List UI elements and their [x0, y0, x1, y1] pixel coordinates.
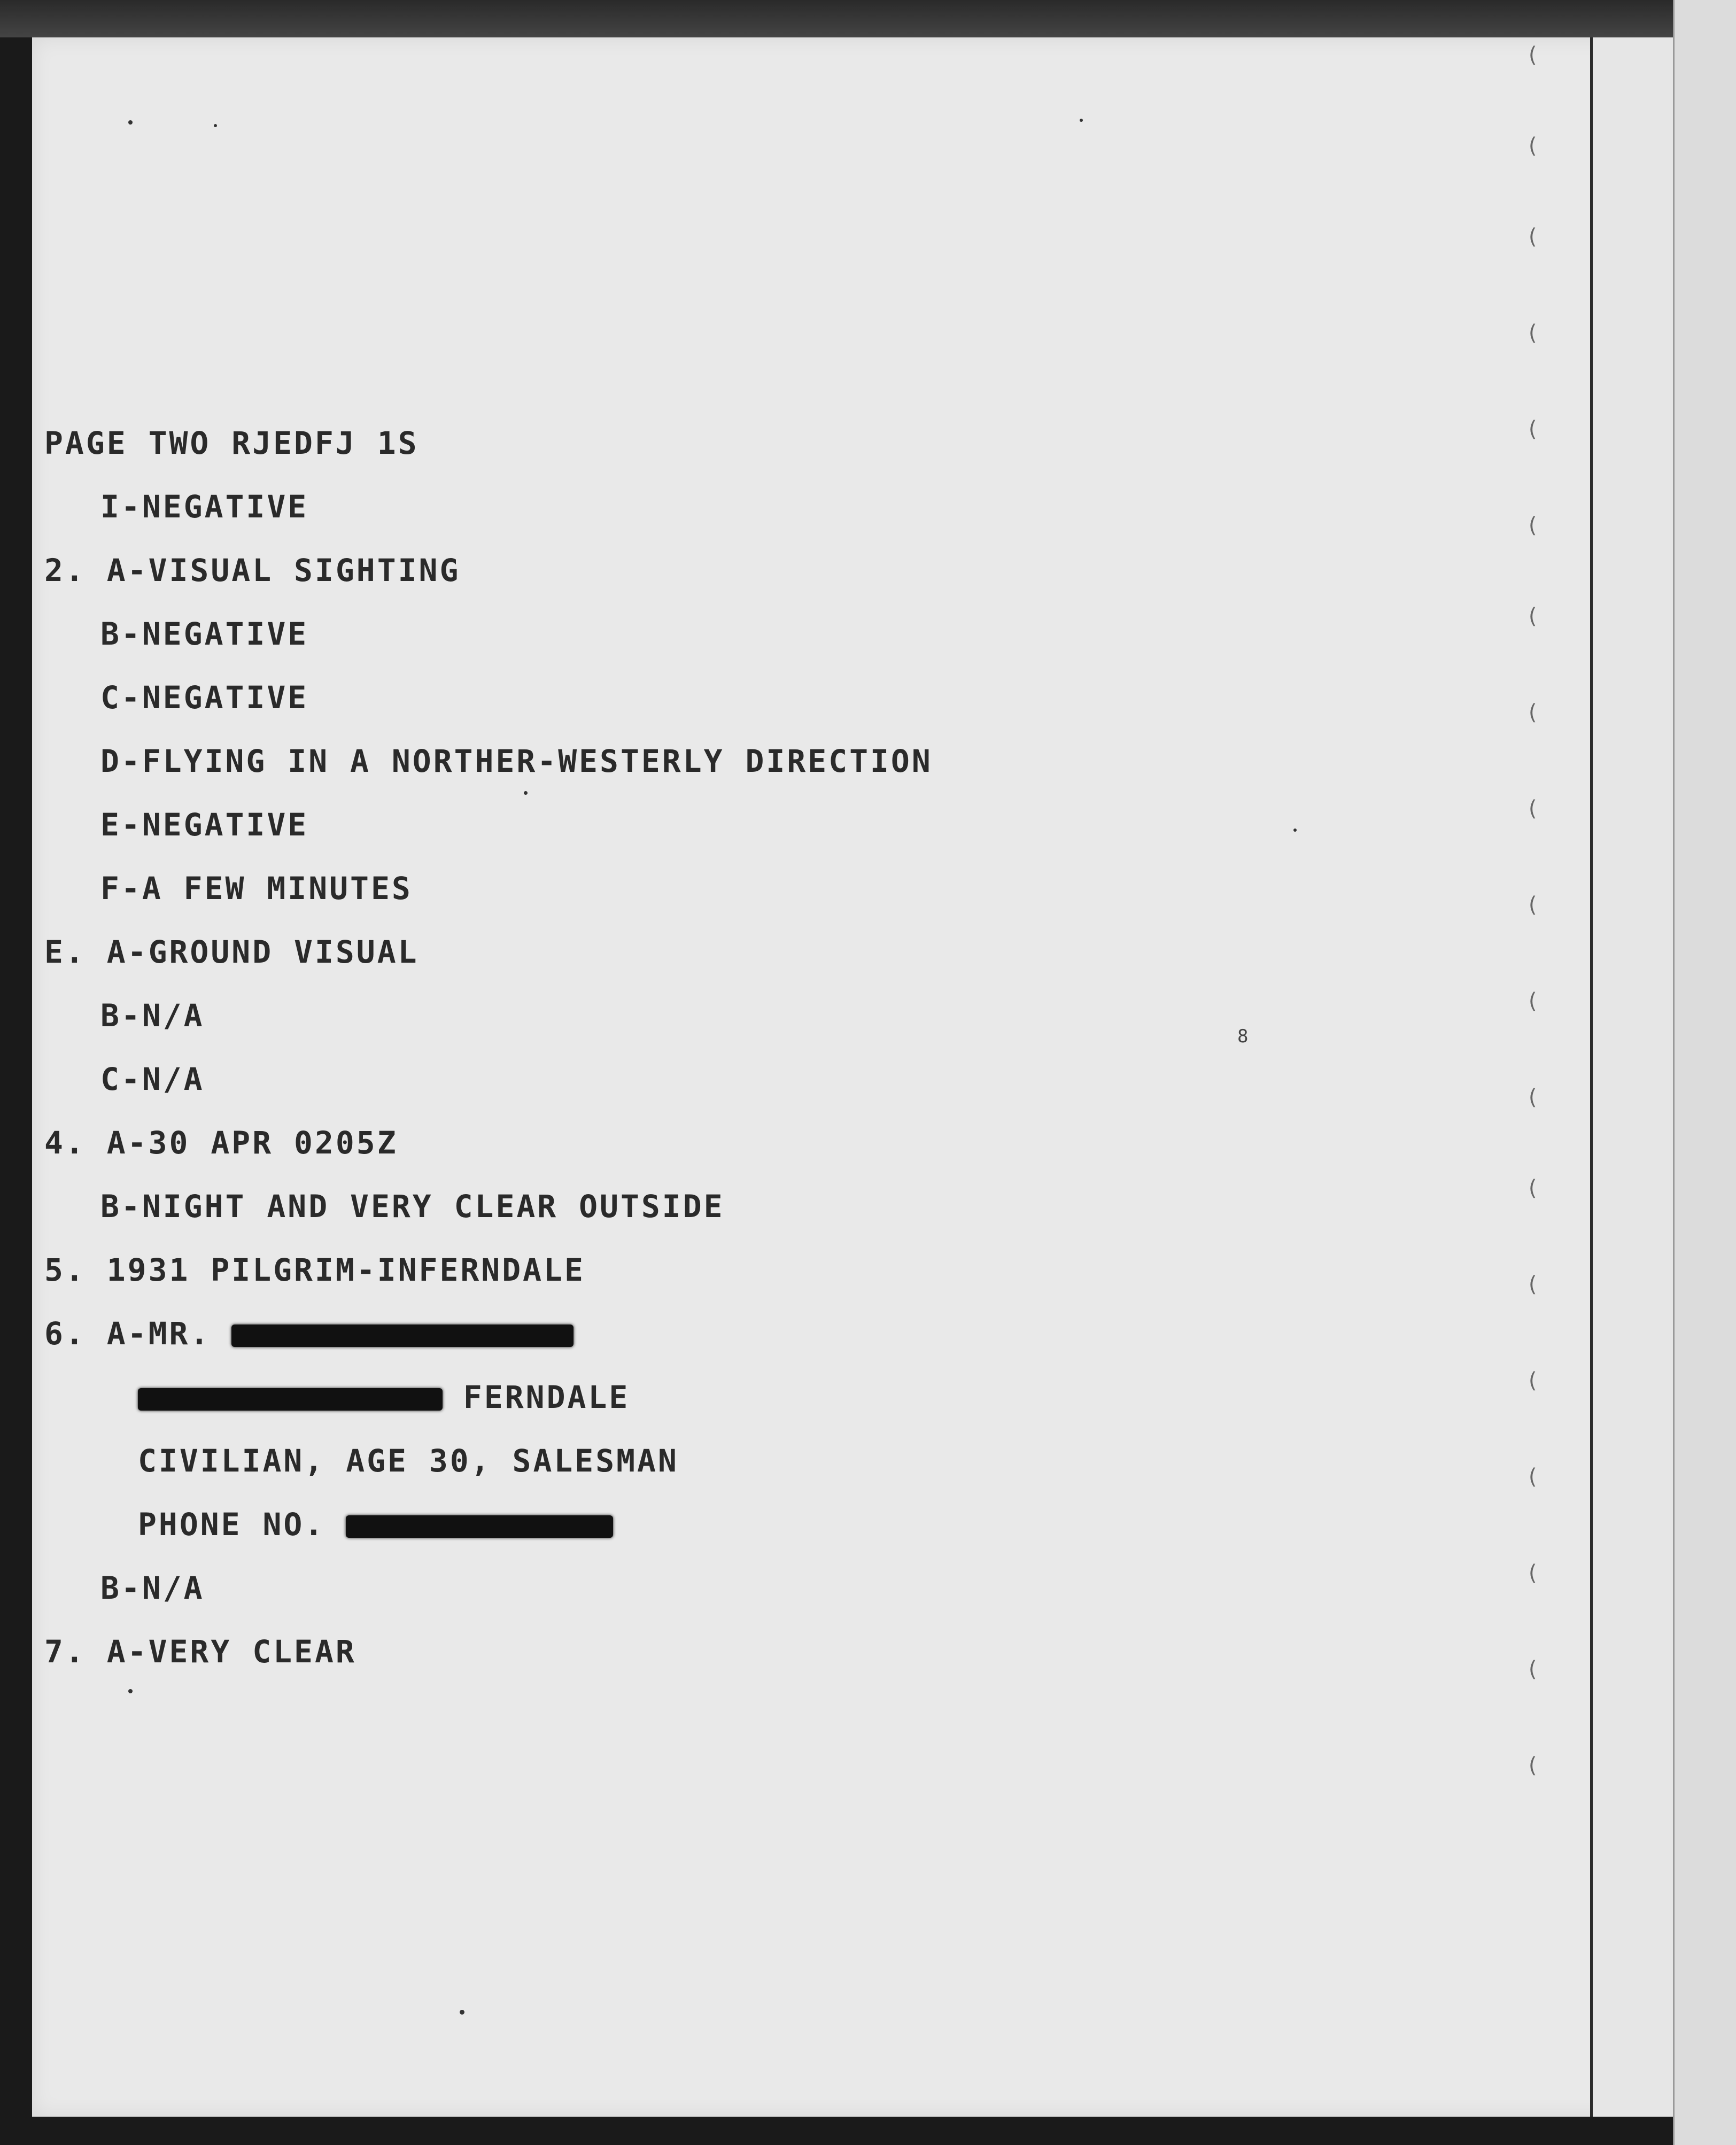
scan-speck [128, 1689, 133, 1693]
report-line-text: PHONE NO. [138, 1506, 326, 1543]
scan-border-top [0, 0, 1736, 37]
report-line: E-NEGATIVE [100, 807, 309, 843]
punch-mark: ( [1526, 513, 1539, 538]
punch-mark: ( [1526, 321, 1539, 345]
punch-mark: ( [1526, 1368, 1539, 1393]
scan-speck [214, 124, 217, 127]
report-line: B-N/A [100, 997, 205, 1034]
report-line: D-FLYING IN A NORTHER-WESTERLY DIRECTION [100, 743, 933, 779]
report-line: F-A FEW MINUTES [100, 870, 413, 907]
report-line: B-NEGATIVE [100, 616, 309, 652]
report-line-phone [44, 1493, 933, 1557]
report-line: 2. A-VISUAL SIGHTING [44, 552, 461, 588]
scan-speck [524, 791, 528, 795]
report-line-name [44, 1302, 933, 1366]
scan-speck [1293, 828, 1297, 832]
report-line: 7. A-VERY CLEAR [44, 1633, 356, 1670]
punch-mark: ( [1526, 224, 1539, 249]
scan-speck [1080, 119, 1083, 122]
punch-mark: ( [1526, 1272, 1539, 1297]
report-line-text: FERNDALE [463, 1379, 630, 1415]
report-line: 4. A-30 APR 0205Z [44, 1125, 398, 1161]
report-line: I-NEGATIVE [100, 489, 309, 525]
punch-mark: ( [1526, 796, 1539, 821]
punch-mark: ( [1526, 43, 1539, 67]
punch-mark: ( [1526, 893, 1539, 917]
redaction-block [138, 1388, 443, 1411]
report-line: 5. 1931 PILGRIM-INFERNDALE [44, 1252, 585, 1288]
punch-mark: ( [1526, 1176, 1539, 1201]
report-line: C-NEGATIVE [100, 679, 309, 716]
report-line-text: 6. A-MR. [44, 1315, 211, 1352]
punch-mark: ( [1526, 1561, 1539, 1585]
punch-strip [1590, 37, 1676, 2117]
report-line: B-NIGHT AND VERY CLEAR OUTSIDE [100, 1188, 725, 1225]
page-header: PAGE TWO RJEDFJ 1S [44, 425, 419, 461]
scan-speck [460, 2010, 464, 2015]
side-marker: 8 [1237, 1026, 1249, 1047]
punch-mark: ( [1526, 604, 1539, 629]
report-line: B-N/A [100, 1570, 205, 1606]
punch-mark: ( [1526, 417, 1539, 442]
redaction-block [346, 1515, 613, 1538]
punch-mark: ( [1526, 1753, 1539, 1778]
report-line: E. A-GROUND VISUAL [44, 934, 419, 970]
typed-report-body [44, 412, 933, 1684]
report-line: C-N/A [100, 1061, 205, 1097]
scan-border-right [1673, 0, 1736, 2145]
scan-speck [128, 120, 133, 125]
redaction-block [231, 1325, 574, 1347]
report-line-address [44, 1366, 933, 1429]
punch-mark: ( [1526, 134, 1539, 158]
punch-mark: ( [1526, 700, 1539, 725]
report-line: CIVILIAN, AGE 30, SALESMAN [138, 1443, 679, 1479]
punch-mark: ( [1526, 1085, 1539, 1110]
punch-mark: ( [1526, 989, 1539, 1013]
punch-mark: ( [1526, 1657, 1539, 1682]
punch-mark: ( [1526, 1465, 1539, 1489]
